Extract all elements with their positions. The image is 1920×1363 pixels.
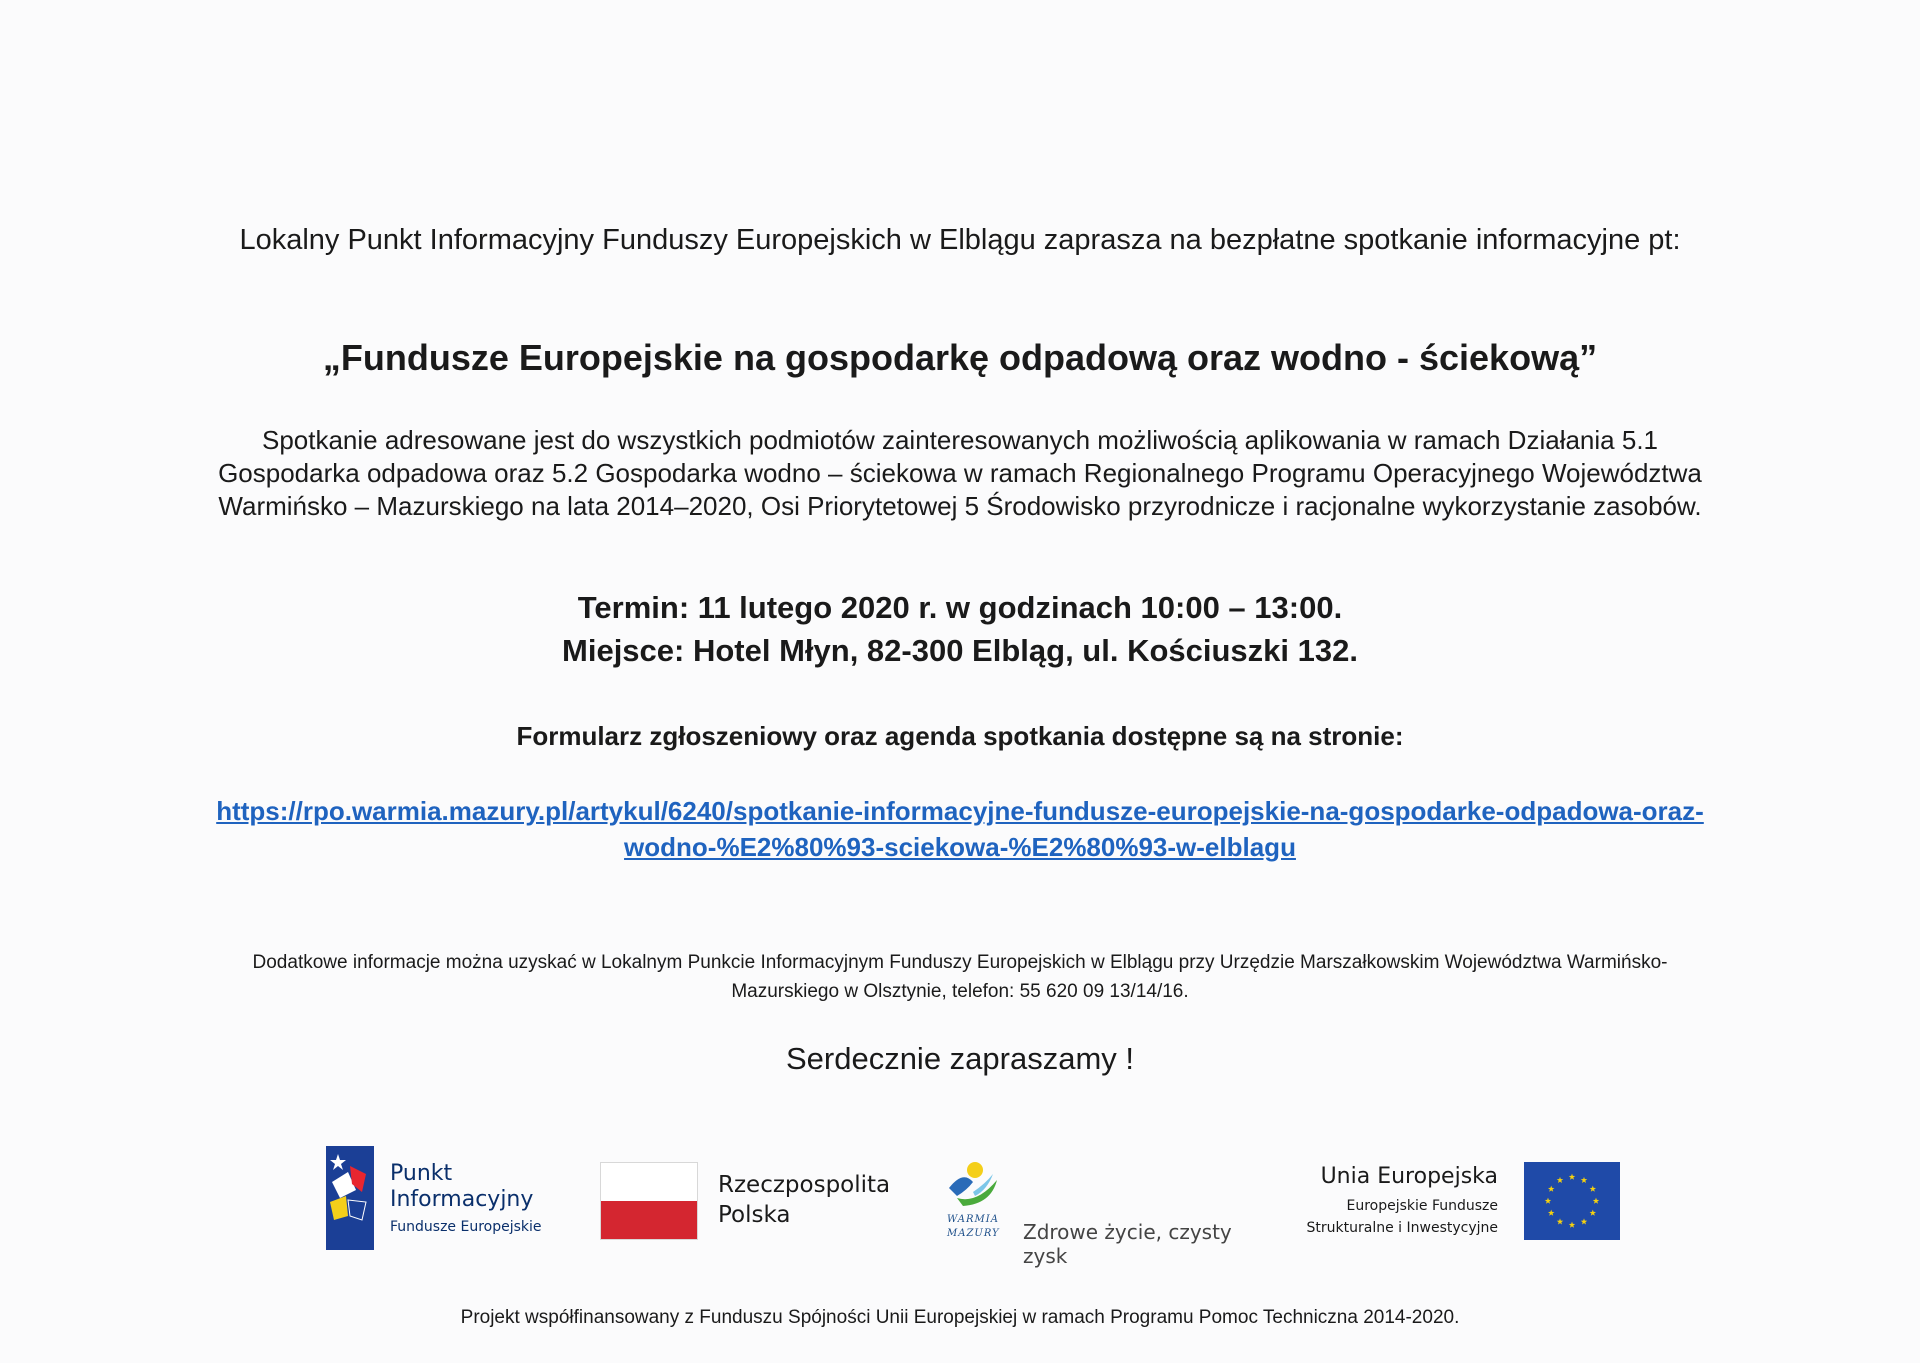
rp-logo-text-1: Rzeczpospolita [718, 1172, 891, 1198]
intro-text: Lokalny Punkt Informacyjny Funduszy Europejskich w Elblągu zaprasza na bezpłatne spotkanie informacyjne pt: [239, 224, 1681, 256]
additional-info-line: Dodatkowe informacje można uzyskać w Lokalnym Punkcie Informacyjnym Funduszy Europejskich w Elblągu przy Urzędzie Marszałkowskim Województwa Warmińsko- [252, 952, 1668, 973]
event-term: Termin: 11 lutego 2020 r. w godzinach 10:00 – 13:00. [577, 590, 1343, 625]
registration-link-line1: https://rpo.warmia.mazury.pl/artykul/6240/spotkanie-informacyjne-fundusze-europejskie-na-gospodarke-odpadowa-oraz- [216, 796, 1704, 826]
punkt-informacyjny-logo [326, 1146, 556, 1250]
ue-logo-text-1: Unia Europejska [1320, 1164, 1498, 1189]
form-info-text: Formularz zgłoszeniowy oraz agenda spotkania dostępne są na stronie: [516, 721, 1404, 751]
warmia-mazury-logo-icon [943, 1158, 1005, 1218]
registration-link-block [160, 793, 1760, 865]
punkt-logo-text-2: Informacyjny [390, 1187, 534, 1212]
ue-logo-text-2: Europejskie Fundusze [1346, 1198, 1498, 1214]
punkt-informacyjny-logo-icon [326, 1146, 374, 1250]
polish-flag-icon [600, 1162, 698, 1240]
warmia-slogan: Zdrowe życie, czysty zysk [1023, 1220, 1232, 1268]
footer-note: Projekt współfinansowany z Funduszu Spójności Unii Europejskiej w ramach Programu Pomoc Techniczna 2014-2020. [460, 1307, 1460, 1328]
event-title: „Fundusze Europejskie na gospodarkę odpadową oraz wodno - ściekową” [322, 337, 1598, 378]
description-line: Gospodarka odpadowa oraz 5.2 Gospodarka wodno – ściekowa w ramach Regionalnego Programu Operacyjnego Województwa [218, 458, 1702, 488]
additional-info-line: Mazurskiego w Olsztynie, telefon: 55 620 09 13/14/16. [731, 981, 1189, 1002]
punkt-logo-text-1: Punkt [390, 1161, 453, 1186]
description-line: Spotkanie adresowane jest do wszystkich podmiotów zainteresowanych możliwością aplikowania w ramach Działania 5.1 [261, 425, 1658, 455]
registration-link-line2: wodno-%E2%80%93-sciekowa-%E2%80%93-w-elblagu [624, 832, 1296, 862]
event-description [160, 424, 1760, 523]
punkt-logo-text-3: Fundusze Europejskie [390, 1219, 542, 1235]
eu-flag-icon [1524, 1162, 1620, 1240]
event-place: Miejsce: Hotel Młyn, 82-300 Elbląg, ul. Kościuszki 132. [562, 633, 1358, 668]
description-line: Warmińsko – Mazurskiego na lata 2014–2020, Osi Priorytetowej 5 Środowisko przyrodnicze i racjonalne wykorzystanie zasobów. [218, 491, 1702, 521]
rp-logo-text-2: Polska [718, 1202, 791, 1228]
ue-logo-text-3: Strukturalne i Inwestycyjne [1306, 1220, 1498, 1236]
registration-link[interactable] [216, 796, 1704, 862]
warmia-mazury-logo [943, 1158, 1273, 1268]
rzeczpospolita-polska-logo [600, 1160, 900, 1242]
warmia-logo-text-2: MAZURY [947, 1228, 1000, 1239]
warmia-logo-text-1: WARMIA [947, 1214, 999, 1225]
additional-info [160, 948, 1760, 1006]
unia-europejska-logo [1300, 1160, 1620, 1244]
welcome-text: Serdecznie zapraszamy ! [785, 1041, 1135, 1076]
